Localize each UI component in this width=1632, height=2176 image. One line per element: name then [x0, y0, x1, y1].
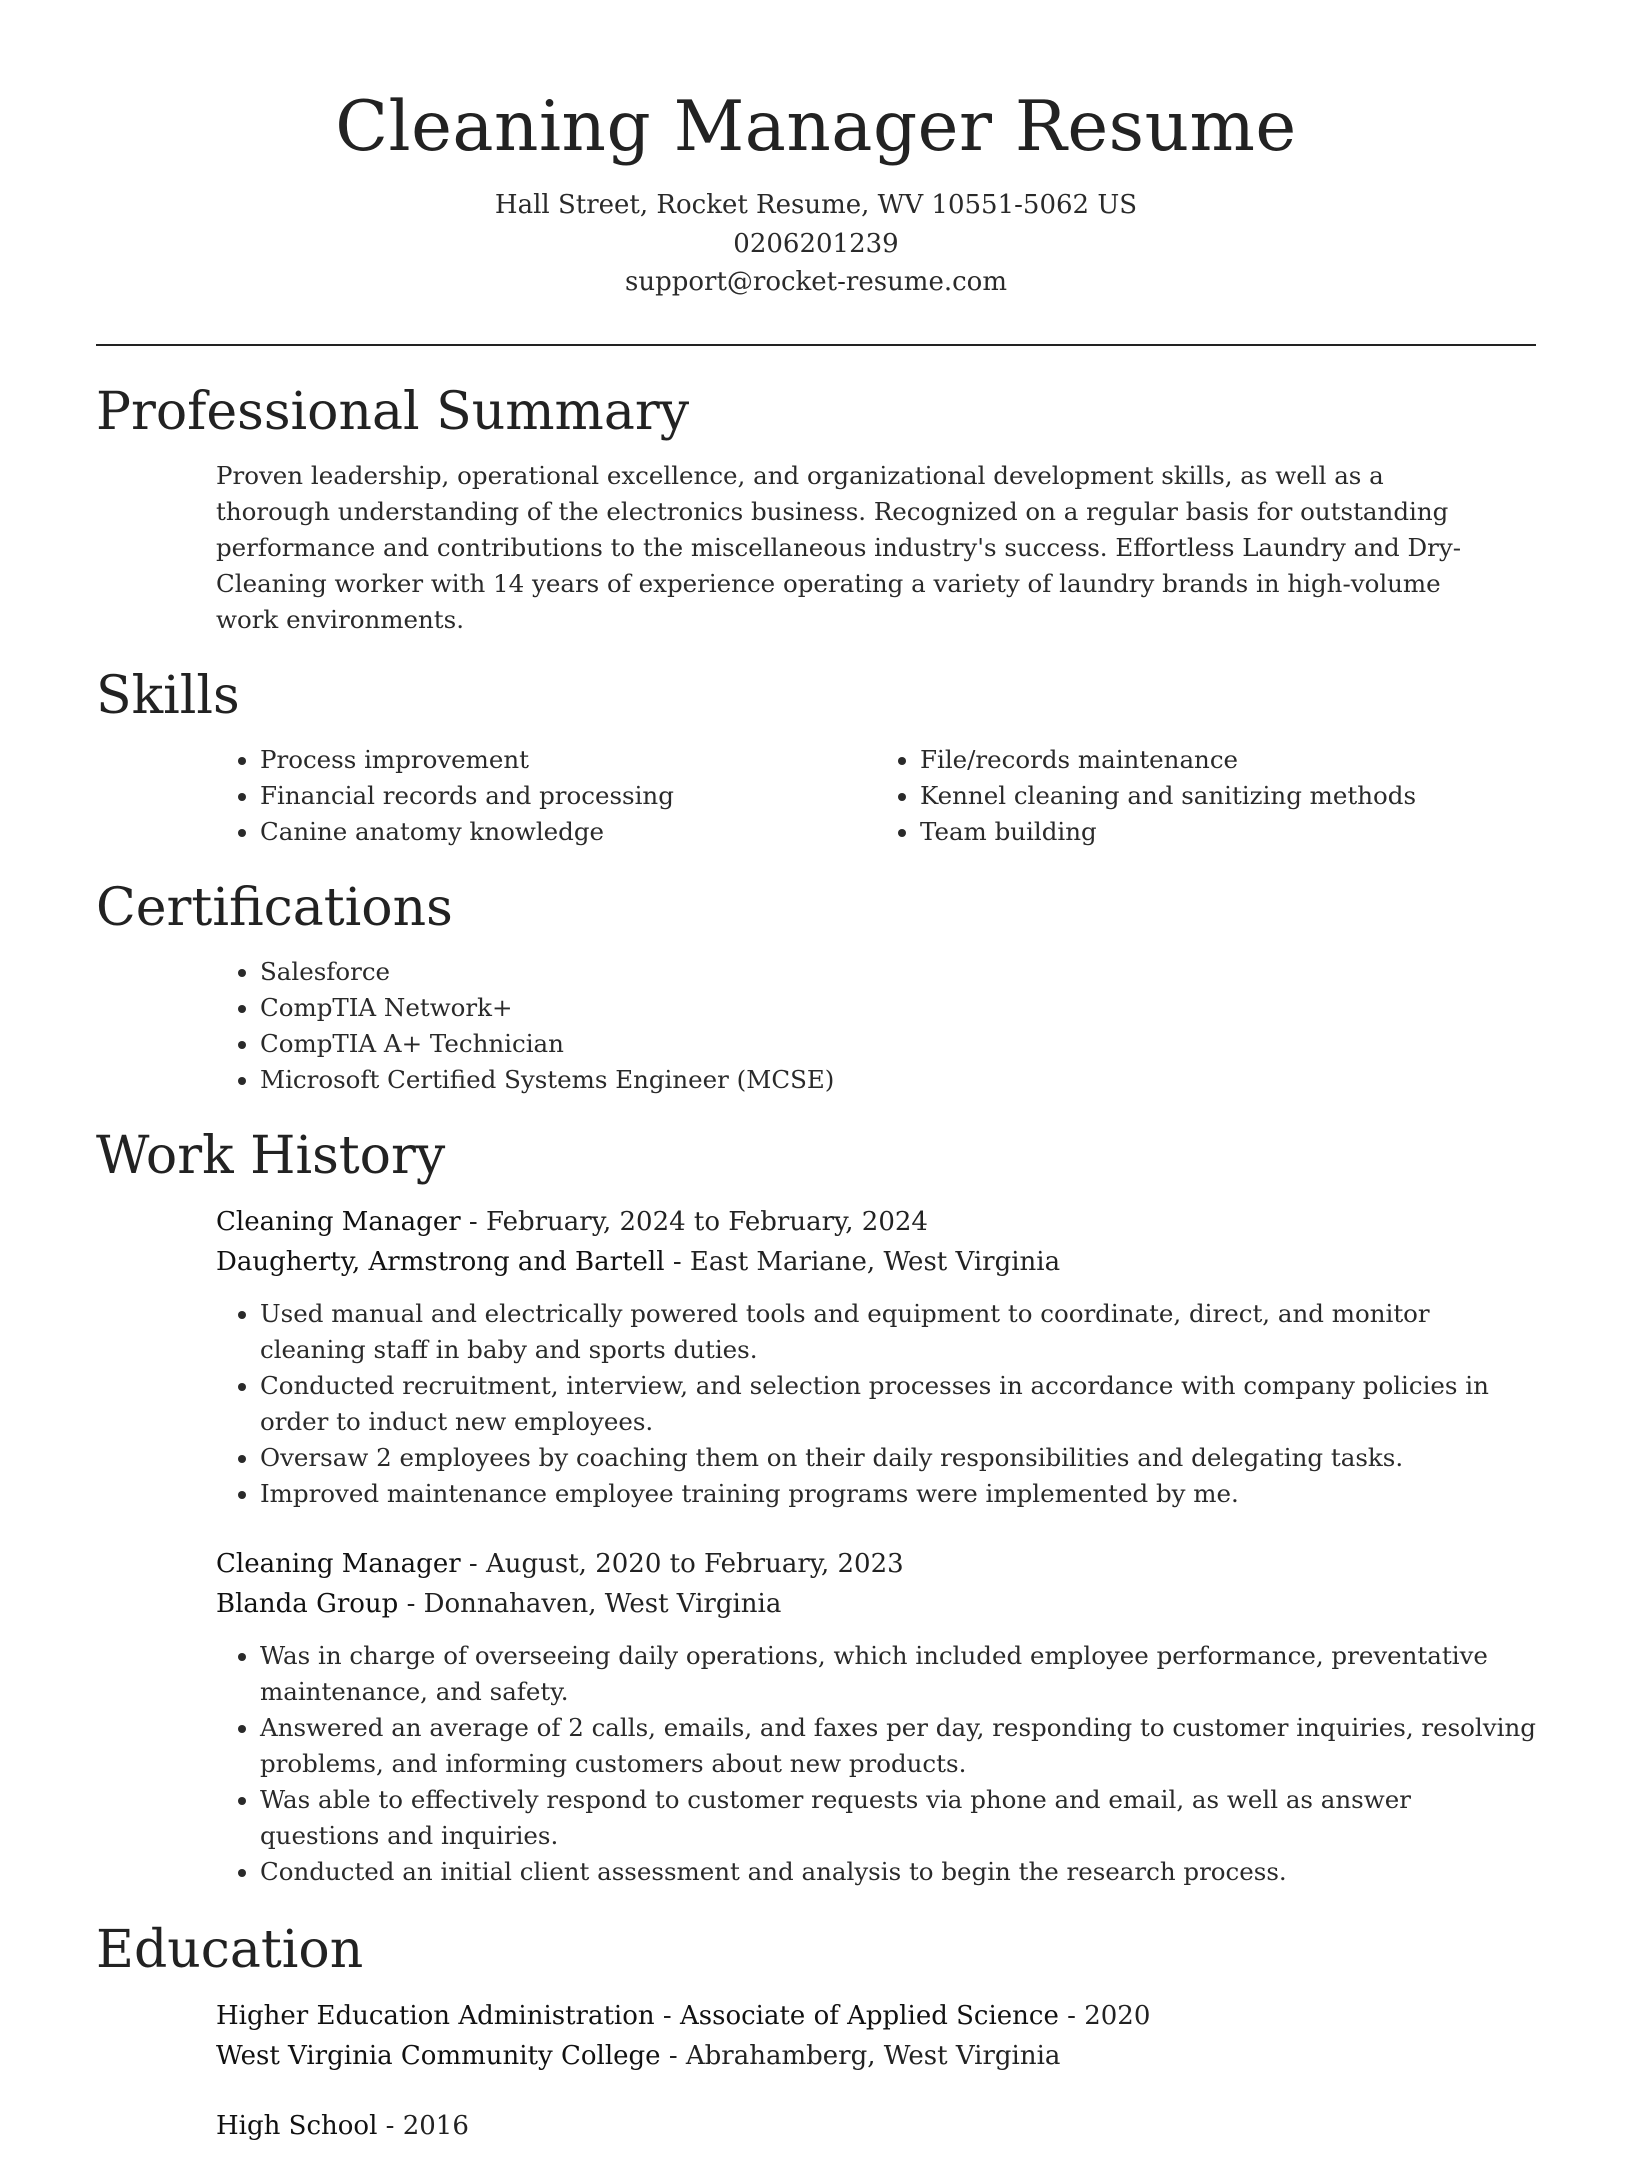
job-company-line — [216, 1584, 1536, 1624]
skill-item: • File/records maintenance — [920, 742, 1536, 778]
skill-item: • Financial records and processing — [260, 778, 876, 814]
separator: - — [398, 1588, 424, 1619]
separator: - — [660, 2040, 686, 2071]
separator: - — [460, 1548, 486, 1579]
job-company: Daugherty, Armstrong and Bartell — [216, 1246, 665, 1277]
skill-item: • Team building — [920, 814, 1536, 850]
skill-item: • Kennel cleaning and sanitizing methods — [920, 778, 1536, 814]
job-title: Cleaning Manager — [216, 1548, 461, 1579]
job-dates: February, 2024 to February, 2024 — [485, 1206, 928, 1237]
summary-section — [96, 380, 1536, 638]
education-year: 2020 — [1084, 2000, 1151, 2031]
resume-title: Cleaning Manager Resume — [335, 87, 1297, 167]
job-company-line — [216, 1242, 1536, 1282]
job-dates: August, 2020 to February, 2023 — [485, 1548, 904, 1579]
skills-list-left — [216, 742, 876, 850]
skill-item: • Process improvement — [260, 742, 876, 778]
separator: - — [460, 1206, 486, 1237]
job-bullet: • Answered an average of 2 calls, emails, and faxes per day, responding to customer inquiries, resolving problems, and informing customers about new products. — [260, 1710, 1536, 1782]
certification-item: • Salesforce — [260, 954, 1536, 990]
job-company: Blanda Group — [216, 1588, 399, 1619]
contact-phone: 0206201239 — [733, 228, 899, 259]
summary-text: Proven leadership, operational excellence, and organizational development skills, as well as a thorough understanding of the electronics business. Recognized on a regular basis for outstanding performance and contributions to the miscellaneous industry's success. Effortless Laundry and Dry-Cleaning worker with 14 years of experience operating a variety of laundry brands in high-volume work environments. — [216, 460, 1462, 634]
skills-section — [96, 664, 1536, 850]
header-divider — [96, 344, 1536, 346]
job-location: East Mariane, West Virginia — [689, 1246, 1061, 1277]
contact-email: support@rocket-resume.com — [624, 267, 1007, 297]
contact-address: Hall Street, Rocket Resume, WV 10551-5062 US — [494, 190, 1138, 220]
job-bullet: • Improved maintenance employee training programs were implemented by me. — [260, 1476, 1536, 1512]
certification-item: • CompTIA Network+ — [260, 990, 1536, 1026]
education-degree-line — [216, 1996, 1536, 2036]
summary-heading: Professional Summary — [96, 381, 690, 442]
education-heading: Education — [96, 1919, 364, 1980]
certification-item: • Microsoft Certified Systems Engineer (MCSE) — [260, 1062, 1536, 1098]
skill-item: • Canine anatomy knowledge — [260, 814, 876, 850]
job-bullet: • Was in charge of overseeing daily operations, which included employee performance, preventative maintenance, and safety. — [260, 1638, 1536, 1710]
contact-block — [96, 186, 1536, 302]
job-bullet: • Conducted an initial client assessment and analysis to begin the research process. — [260, 1854, 1536, 1890]
education-school-line — [216, 2036, 1536, 2076]
certifications-heading: Certifications — [96, 877, 453, 938]
education-school: West Virginia Community College — [216, 2040, 661, 2071]
resume-page — [96, 0, 1536, 2176]
education-credential: Associate of Applied Science — [679, 2000, 1059, 2031]
job-bullet: • Used manual and electrically powered tools and equipment to coordinate, direct, and monitor cleaning staff in baby and sports duties. — [260, 1296, 1536, 1368]
education-degree: Higher Education Administration — [216, 2000, 655, 2031]
job-bullets — [216, 1296, 1536, 1512]
certification-item: • CompTIA A+ Technician — [260, 1026, 1536, 1062]
education-degree: High School — [216, 2110, 378, 2141]
separator: - — [377, 2110, 403, 2141]
job-title: Cleaning Manager — [216, 1206, 461, 1237]
separator: - — [664, 1246, 690, 1277]
work-history-section — [96, 1124, 1536, 1890]
certifications-section — [96, 876, 1536, 1098]
job-entry — [216, 1544, 1536, 1890]
work-history-heading: Work History — [96, 1125, 446, 1186]
separator: - — [654, 2000, 680, 2031]
skills-heading: Skills — [96, 665, 240, 726]
certifications-list — [216, 954, 1536, 1098]
separator: - — [1058, 2000, 1085, 2031]
education-section — [96, 1918, 1536, 2146]
education-year: 2016 — [402, 2110, 469, 2141]
job-title-line — [216, 1544, 1536, 1584]
job-title-line — [216, 1202, 1536, 1242]
job-entry — [216, 1202, 1536, 1512]
education-location: Abrahamberg, West Virginia — [685, 2040, 1061, 2071]
job-bullet: • Oversaw 2 employees by coaching them on their daily responsibilities and delegating tasks. — [260, 1440, 1536, 1476]
education-entry — [216, 1996, 1536, 2076]
job-bullet: • Was able to effectively respond to customer requests via phone and email, as well as answer questions and inquiries. — [260, 1782, 1536, 1854]
job-location: Donnahaven, West Virginia — [423, 1588, 782, 1619]
skills-list-right — [876, 742, 1536, 850]
job-bullet: • Conducted recruitment, interview, and selection processes in accordance with company policies in order to induct new employees. — [260, 1368, 1536, 1440]
job-bullets — [216, 1638, 1536, 1890]
